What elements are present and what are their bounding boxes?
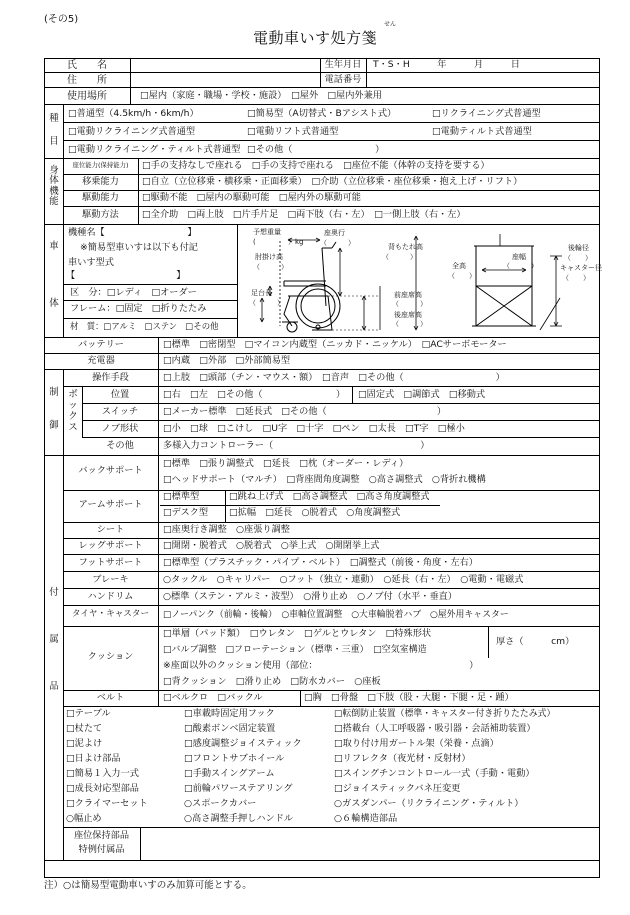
foot-support-value: □標準型（プラスチック・パイプ・ベルト） □調整式（前後・角度・左右） [163, 557, 478, 568]
operation-method-label: 操作手段 [92, 372, 129, 383]
wheelchair-model-bracket: 【 】 [66, 270, 186, 281]
belt-label: ベルト [96, 692, 125, 703]
type-section-label: 種 目 [49, 113, 59, 147]
posture-parts-label: 座位保持部品 [73, 830, 130, 841]
drive-method-label: 駆動方法 [82, 209, 119, 220]
misc-item: □搭載台（人工呼吸器・吸引器・会話補助装置） [334, 723, 536, 734]
switch-label: スイッチ [101, 406, 139, 417]
belt-value: □ベルクロ □バックル [163, 692, 263, 703]
misc-item: □日よけ部品 [66, 753, 121, 764]
type-option: □その他（ ） [247, 144, 385, 155]
wheelchair-front-diagram [464, 226, 598, 336]
switch-value: □メーカー標準 □延長式 □その他（ ） [163, 406, 447, 417]
page-label: (その5) [44, 14, 79, 25]
material-options: 材 質：□アルミ □ステン □その他 [70, 321, 219, 331]
rear-seat-height-label: 後座席高 [394, 311, 422, 319]
misc-item: □フロントサブホイール [184, 753, 285, 764]
position-mount-value: □固定式 □調節式 □移動式 [358, 389, 486, 400]
misc-item: □杖たて [66, 723, 103, 734]
prescription-page: (その5) せん 電動車いす処方箋 氏 名 生年月日 T・S・H 年 月 日 住 所 電話番号 使用場所 □屋内（家庭・職場・学校・施設） □屋外 □屋内外兼用 種 目 □普通型（4.5km/h・6km/h） □簡易型（A切替式・Bアシスト式） □リクライニング式普通型 □電動リクライニング式普通型 □電動リフト式普通型 □電動ティルト式普通型 □電動リクライニング・ティルト式普通型 □その他（ ） 身 体 機 能 座位能力(保持能力) □手の支持なしで座れる □手の支持で座れる □座位不能（体幹の支持を要する） 移乗能力 □自立（立位移乗・横移乗・正面移乗） □介助（立位移乗・座位移乗・抱え上げ・リフト） 駆動能力 □駆動不能 □屋内の駆動可能 □屋内外の駆動可能 駆動方法 □全介助 □両上肢 □片手片足 □両下肢（右・左） □一側上肢（右・左） 車 体 機種名【 】 ※簡易型車いすは以下も付記 車いす型式 【 】 区 分：□レディ □オーダー フレーム：□固定 □折りたたみ 材 質：□アルミ □ステン □その他 予想重量 ( ）kg 座奥行 （ ） 背もたれ高 （ ） 肘掛け高 （ ） 足台長 （ ） 前座席高 （ ） 後座席高 （ ） 全高 （ ） 座幅 （ ） 後輪径 （ ） キャスター径 （ ） バッテリー □標準 □密閉型 □マイコン内蔵型（ニッカド・ニッケル） □ACサーボモーター 充電器 □内蔵 □外部 □外部簡易型 制 御 ボ ッ ク ス 操作手段 □上肢 □頭部（チン・マウス・額） □音声 □その他（ ） 位置 □右 □左 □その他（ ） □固定式 □調節式 □移動式 スイッチ □メーカー標準 □延長式 □その他（ ） ノブ形状 □小 □球 □こけし □U字 □十字 □ペン □太長 □T字 □極小 その他 多様入力コントローラー（ ） 付 属 品 バックサポート □標準 □張り調整式 □延長 □枕（オーダー・レディ） □ヘッドサポート（マルチ） □背座間角度調整 ○高さ調整式 ○背折れ機構 アームサポート □標準型 □跳ね上げ式 □高さ調整式 □高さ角度調整式 □デスク型 □拡幅 □延長 ○脱着式 ○角度調整式 シート □座奥行き調整 ○座張り調整 レッグサポート □開閉・脱着式 ○脱着式 ○挙上式 ○開閉挙上式 フットサポート □標準型（プラスチック・パイプ・ベルト） □調整式（前後・角度・左右） ブレーキ ○タックル ○キャリパー ○フット（独立・連動） ○延長（右・左） ○電動・電磁式 ハンドリム ○標準（ステン・アルミ・波型） ○滑り止め ○ノブ付（水平・垂直） タイヤ・キャスター □ノーパンク（前輪・後輪） ○車軸位置調整 ○大車輪脱着ハブ ○屋外用キャスター クッション □単層（パッド類） □ウレタン □ゲルとウレタン □特殊形状 □バルブ調整 □フローテーション（標準・三重） □空気室構造 厚さ（ cm） ※座面以外のクッション使用（部位： ） □背クッション □滑り止め □防水カバー ○座板 ベルト □ベルクロ □バックル □胸 □骨盤 □下肢（股・大腿・下腿・足・踵） □テーブル □車載時固定用フック □転倒防止装置（標準・キャスター付き折りたたみ式） □杖たて □酸素ボンベ固定装置 □搭載台（人工呼吸器・吸引器・会話補助装置） □泥よけ □感度調整ジョイスティック □取り付け用ガートル架（栄養・点滴） □日よけ部品 □フロントサブホイール □リフレクタ（夜光材・反射材） □簡易１入力一式 □手動スイングアーム □スイングチンコントロール一式（手動・電動） □成長対応型部品 □前輪パワーステアリング □ジョイスティックバネ圧変更 □クライマーセット ○スポークカバー ○ガスダンパー（リクライニング・ティルト） ○幅止め ○高さ調整手押しハンドル ○６輪構造部品 座位保持部品 特例付属品 注）○は簡易型電動車いすのみ加算可能とする。 [0, 0, 630, 915]
leg-support-label: レッグサポート [78, 540, 143, 551]
name-label: 氏 名 [67, 60, 107, 71]
cushion-row3: ※座面以外のクッション使用（部位： ） [163, 660, 479, 671]
misc-item: □手動スイングアーム [184, 768, 275, 779]
address-label: 住 所 [67, 75, 107, 86]
knob-value: □小 □球 □こけし □U字 □十字 □ペン □太長 □T字 □極小 [163, 423, 465, 434]
misc-item: □酸素ボンベ固定装置 [184, 723, 276, 734]
type-option: □リクライニング式普通型 [432, 108, 541, 119]
type-option: □普通型（4.5km/h・6km/h） [68, 108, 199, 119]
knob-label: ノブ形状 [101, 423, 139, 434]
misc-item: ○高さ調整手押しハンドル [184, 813, 294, 824]
handrim-value: ○標準（ステン・アルミ・波型） ○滑り止め ○ノブ付（水平・垂直） [163, 591, 458, 602]
position-label: 位置 [110, 389, 130, 400]
seat-width-label: 座幅 [512, 253, 526, 261]
control-section-label: 制 御 [49, 387, 59, 431]
frame-options: フレーム：□固定 □折りたたみ [70, 303, 207, 314]
weight-label: 予想重量 [253, 228, 281, 236]
arm-support-row2: □拡幅 □延長 ○脱着式 ○角度調整式 [229, 507, 401, 518]
sitting-ability-label: 座位能力(保持能力) [72, 161, 129, 169]
control-box-label: ボ ッ ク ス [68, 389, 78, 433]
drive-ability-value: □駆動不能 □屋内の駆動可能 □屋内外の駆動可能 [142, 192, 361, 203]
arm-support-row1: □跳ね上げ式 □高さ調整式 □高さ角度調整式 [229, 491, 430, 502]
total-height-label: 全高 [452, 262, 466, 270]
front-seat-height-label: 前座席高 [394, 291, 422, 299]
wheelchair-model-label: 車いす型式 [68, 257, 114, 268]
transfer-label: 移乗能力 [82, 176, 119, 187]
belt-position-value: □胸 □骨盤 □下肢（股・大腿・下腿・足・踵） [304, 692, 514, 703]
wheelchair-side-diagram [240, 226, 432, 336]
misc-item: □前輪パワーステアリング [184, 783, 293, 794]
type-option: □簡易型（A切替式・Bアシスト式） [247, 108, 397, 119]
control-other-label: その他 [106, 440, 134, 451]
cushion-label: クッション [87, 651, 134, 662]
arm-support-label: アームサポート [78, 499, 143, 510]
misc-item: ○幅止め [66, 813, 102, 824]
brake-label: ブレーキ [92, 574, 129, 585]
battery-label: バッテリー [78, 339, 124, 350]
charger-value: □内蔵 □外部 □外部簡易型 [163, 355, 291, 366]
misc-item: □転倒防止装置（標準・キャスター付き折りたたみ式） [334, 709, 556, 719]
misc-item: □ジョイスティックバネ圧変更 [334, 783, 461, 794]
misc-item: □スイングチンコントロール一式（手動・電動） [334, 768, 535, 779]
brake-value: ○タックル ○キャリパー ○フット（独立・連動） ○延長（右・左） ○電動・電磁式 [163, 574, 524, 585]
armrest-height-label: 肘掛け高 [255, 253, 283, 261]
cushion-row1: □単層（パッド類） □ウレタン □ゲルとウレタン □特殊形状 [163, 628, 432, 639]
vehicle-section-label: 車 体 [49, 241, 59, 309]
charger-label: 充電器 [87, 355, 115, 366]
cushion-row2: □バルブ調整 □フローテーション（標準・三重） □空気室構造 [163, 645, 427, 655]
tire-caster-label: タイヤ・キャスター [71, 609, 150, 619]
control-other-value: 多様入力コントローラー（ ） [163, 440, 430, 451]
transfer-value: □自立（立位移乗・横移乗・正面移乗） □介助（立位移乗・座位移乗・抱え上げ・リフト） [142, 176, 523, 187]
misc-item: □泥よけ [66, 738, 103, 749]
cushion-row4: □背クッション □滑り止め □防水カバー ○座板 [163, 676, 381, 687]
misc-item: ○６輪構造部品 [334, 813, 398, 824]
back-support-label: バックサポート [78, 465, 143, 476]
back-support-row1: □標準 □張り調整式 □延長 □枕（オーダー・レディ） [163, 458, 409, 469]
accessory-section-label: 付 属 品 [49, 587, 59, 692]
cushion-thickness: 厚さ（ cm） [496, 636, 575, 647]
class-options: 区 分：□レディ □オーダー [70, 287, 197, 298]
battery-value: □標準 □密閉型 □マイコン内蔵型（ニッカド・ニッケル） □ACサーボモーター [163, 339, 507, 350]
misc-item: □取り付け用ガートル架（栄養・点滴） [334, 738, 499, 749]
weight-unit: ）kg [288, 238, 304, 246]
misc-item: ○スポークカバー [184, 798, 257, 809]
position-value: □右 □左 □その他（ ） [163, 389, 346, 400]
misc-item: □簡易１入力一式 [66, 768, 139, 779]
seat-label: シート [96, 524, 125, 535]
arm-support-type-desk: □デスク型 [163, 507, 209, 518]
rear-wheel-label: 後輪径 [568, 244, 589, 252]
sitting-ability-value: □手の支持なしで座れる □手の支持で座れる □座位不能（体幹の支持を要する） [142, 160, 490, 171]
type-option: □電動リフト式普通型 [247, 126, 339, 137]
seat-depth-label: 座奥行 [324, 229, 345, 237]
type-option: □電動ティルト式普通型 [432, 126, 532, 137]
drive-ability-label: 駆動能力 [82, 192, 119, 203]
body-section-label: 身 体 機 能 [49, 165, 59, 208]
caster-label: キャスター径 [560, 264, 602, 272]
foot-length-label: 足台長 [251, 289, 272, 297]
operation-method-value: □上肢 □頭部（チン・マウス・額） □音声 □その他（ ） [163, 372, 505, 383]
misc-item: □クライマーセット [66, 798, 148, 809]
leg-support-value: □開閉・脱着式 ○脱着式 ○挙上式 ○開閉挙上式 [163, 540, 380, 551]
misc-item: □リフレクタ（夜光材・反射材） [334, 753, 471, 764]
footnote: 注）○は簡易型電動車いすのみ加算可能とする。 [44, 880, 252, 891]
title-ruby: せん [384, 21, 397, 28]
misc-item: ○ガスダンパー（リクライニング・ティルト） [334, 798, 524, 809]
special-parts-label: 特例付属品 [78, 844, 125, 855]
dob-value: T・S・H 年 月 日 [373, 59, 520, 70]
page-title: 電動車いす処方箋 [252, 29, 377, 47]
phone-label: 電話番号 [324, 74, 362, 85]
misc-item: □車載時固定用フック [184, 708, 275, 719]
usage-options: □屋内（家庭・職場・学校・施設） □屋外 □屋内外兼用 [140, 90, 382, 101]
handrim-label: ハンドリム [87, 591, 134, 602]
back-support-row2: □ヘッドサポート（マルチ） □背座間角度調整 ○高さ調整式 ○背折れ機構 [163, 474, 486, 485]
drive-method-value: □全介助 □両上肢 □片手片足 □両下肢（右・左） □一側上肢（右・左） [142, 209, 466, 220]
back-height-label: 背もたれ高 [388, 243, 423, 251]
dob-label: 生年月日 [324, 59, 362, 70]
misc-item: □感度調整ジョイスティック [184, 738, 302, 749]
foot-support-label: フットサポート [78, 557, 143, 568]
type-option: □電動リクライニング・ティルト式普通型 [68, 144, 241, 155]
simple-type-note: ※簡易型車いすは以下も付記 [80, 242, 198, 253]
misc-item: □テーブル [66, 708, 111, 719]
seat-value: □座奥行き調整 ○座張り調整 [163, 524, 290, 535]
tire-caster-value: □ノーパンク（前輪・後輪） ○車軸位置調整 ○大車輪脱着ハブ ○屋外用キャスター [163, 610, 509, 620]
type-option: □電動リクライニング式普通型 [68, 126, 196, 137]
usage-label: 使用場所 [67, 91, 107, 102]
misc-item: □成長対応型部品 [66, 783, 139, 794]
arm-support-type-standard: □標準型 [163, 491, 200, 502]
model-name: 機種名【 】 [68, 227, 197, 238]
